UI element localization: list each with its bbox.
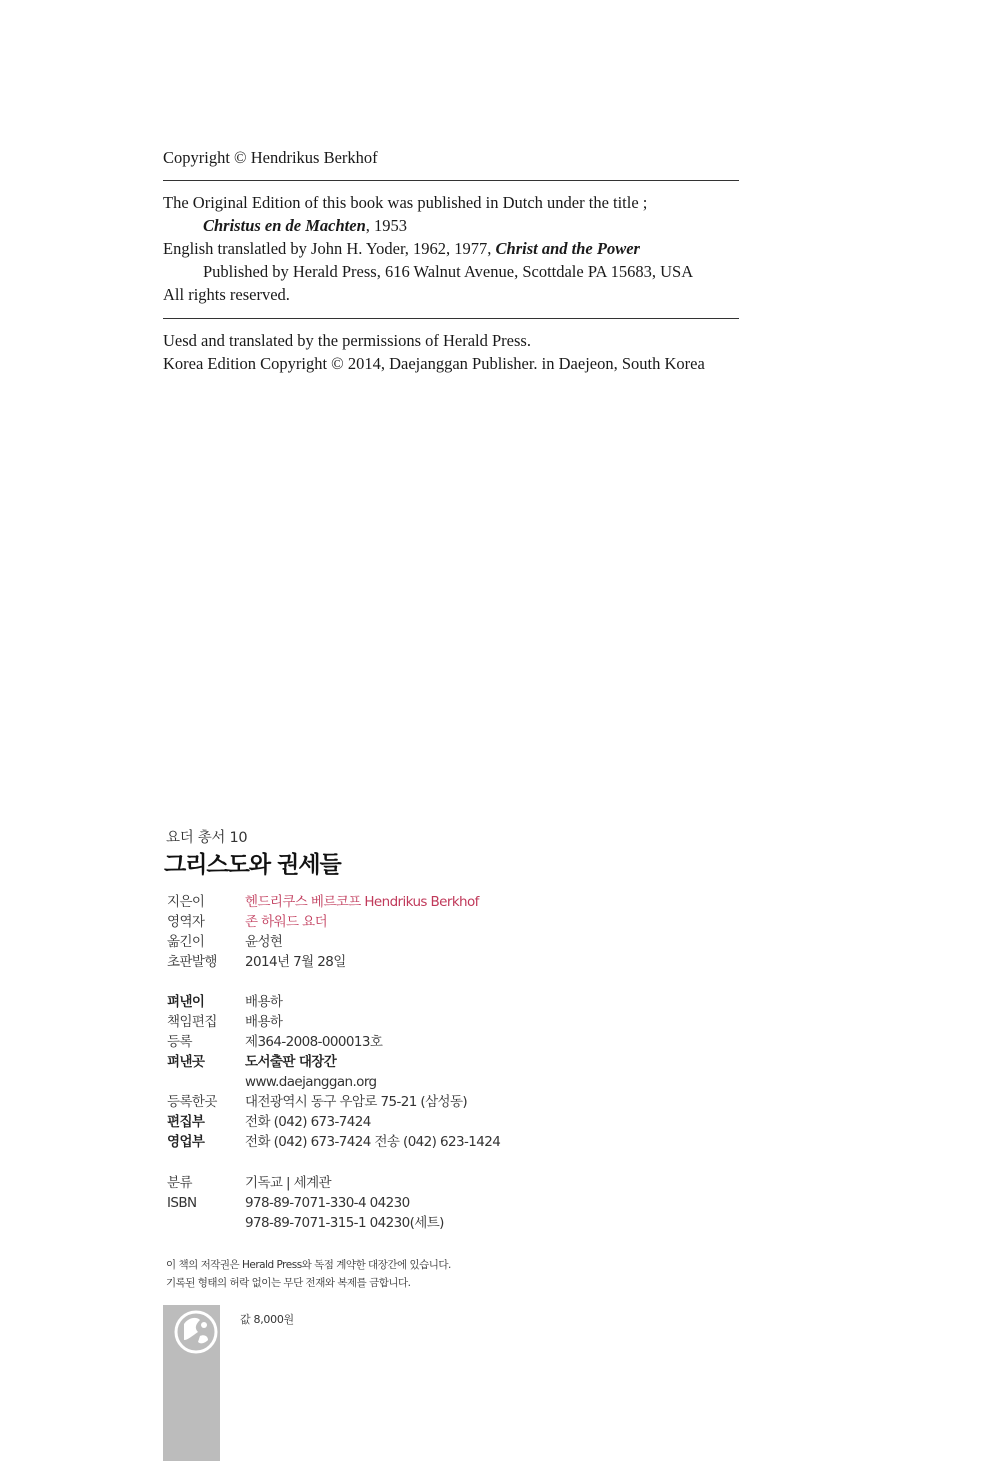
copyright-notice-line1: 이 책의 저작권은 Herald Press와 독점 계약한 대장간에 있습니다. (166, 1259, 451, 1271)
row-label: 펴낸이 (167, 994, 205, 1010)
divider-bottom (163, 318, 739, 319)
row-label: 펴낸곳 (167, 1054, 205, 1070)
row-value: 대전광역시 동구 우암로 75-21 (삼성동) (245, 1094, 468, 1110)
row-label: 책임편집 (167, 1014, 217, 1030)
row-value: 978-89-7071-315-1 04230(세트) (245, 1215, 444, 1231)
row-label: 분류 (167, 1175, 192, 1191)
dutch-title: Christus en de Machten (203, 216, 366, 235)
row-label: 영업부 (167, 1134, 205, 1150)
row-label: 초판발행 (167, 954, 217, 970)
row-label: 옮긴이 (167, 934, 205, 950)
permission-line: Uesd and translated by the permissions of Herald Press. (163, 331, 531, 350)
copyright-notice-line2: 기록된 형태의 허락 없이는 무단 전재와 복제를 금합니다. (166, 1277, 411, 1289)
divider-top (163, 180, 739, 181)
row-value: 도서출판 대장간 (245, 1054, 337, 1070)
english-title: Christ and the Power (495, 239, 640, 258)
row-label: 등록한곳 (167, 1094, 217, 1110)
row-value: 기독교 | 세계관 (245, 1175, 331, 1191)
publisher-logo-icon (174, 1310, 218, 1354)
row-value: 헨드리쿠스 베르코프 Hendrikus Berkhof (245, 894, 479, 910)
english-translation-prefix: English translatled by John H. Yoder, 1962, 1977, (163, 239, 496, 258)
row-value: 배용하 (245, 994, 283, 1010)
rights-reserved: All rights reserved. (163, 285, 290, 304)
row-value: 존 하워드 요더 (245, 914, 328, 930)
original-edition-line: The Original Edition of this book was published in Dutch under the title ; (163, 193, 648, 212)
english-translation-line (163, 237, 640, 260)
row-label: 지은이 (167, 894, 205, 910)
publisher-line: Published by Herald Press, 616 Walnut Avenue, Scottdale PA 15683, USA (203, 262, 694, 281)
book-title: 그리스도와 권세들 (164, 851, 341, 878)
row-value: 전화 (042) 673-7424 (245, 1114, 371, 1130)
dutch-title-line (163, 214, 407, 237)
row-value: 배용하 (245, 1014, 283, 1030)
row-value: 윤성현 (245, 934, 283, 950)
row-label: ISBN (167, 1195, 197, 1211)
row-value: 전화 (042) 673-7424 전송 (042) 623-1424 (245, 1134, 501, 1150)
korea-edition-line: Korea Edition Copyright © 2014, Daejanggan Publisher. in Daejeon, South Korea (163, 354, 705, 373)
row-value: 2014년 7월 28일 (245, 954, 346, 970)
dutch-year: , 1953 (365, 216, 407, 235)
row-label: 등록 (167, 1034, 192, 1050)
price: 값 8,000원 (240, 1313, 294, 1326)
copyright-holder: Copyright © Hendrikus Berkhof (163, 148, 378, 167)
row-label: 편집부 (167, 1114, 205, 1130)
row-label: 영역자 (167, 914, 205, 930)
row-value: 978-89-7071-330-4 04230 (245, 1195, 410, 1211)
row-value: 제364-2008-000013호 (245, 1034, 383, 1050)
series-name: 요더 총서 10 (166, 830, 248, 846)
website-link[interactable]: www.daejanggan.org (245, 1074, 377, 1090)
